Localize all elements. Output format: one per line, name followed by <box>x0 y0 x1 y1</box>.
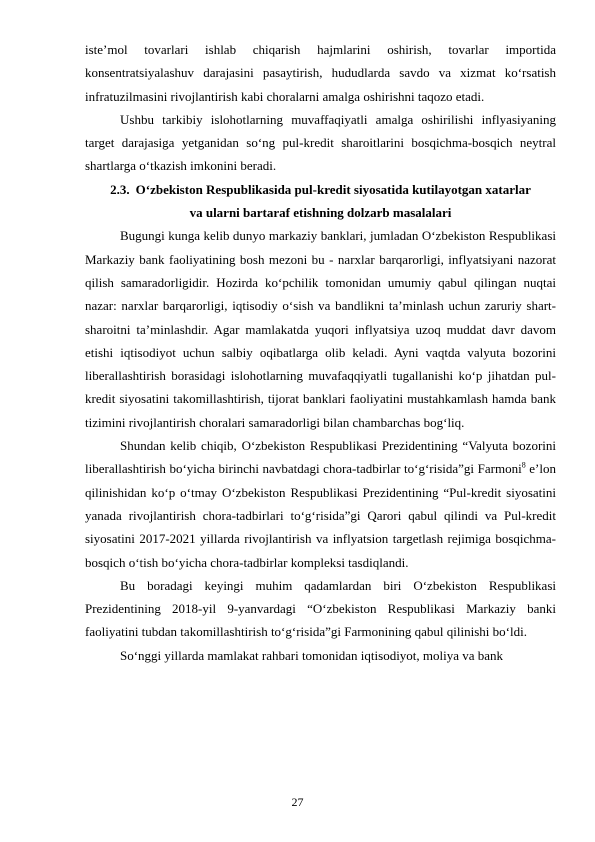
section-number: 2.3. <box>110 181 130 197</box>
document-page <box>85 38 556 667</box>
paragraph-decree-text-2: e’lon qilinishidan ko‘p o‘tmay O‘zbekiston Respublikasi Prezidentining “Pul-kredit siyosatini yanada rivojlantirish chora-tadbirlari to‘g‘risida”gi Qarori qabul qilindi va Pul-kredit siyosatini 2017-2021 yillarda rivojlantirish va inflyatsion targetlash rejimiga bosqichma-bosqich o‘tish bo‘yicha chora-tadbirlar kompleksi tasdiqlandi. <box>85 461 556 570</box>
paragraph-next-step: Bu boradagi keyingi muhim qadamlardan biri O‘zbekiston Respublikasi Prezidentining 2018-yil 9-yanvardagi “O‘zbekiston Respublikasi Markaziy banki faoliyatini tubdan takomillashtirish to‘g‘risida”gi Farmonining qabul qilinishi bo‘ldi. <box>85 577 556 640</box>
paragraph-reforms: Ushbu tarkibiy islohotlarning muvaffaqiyatli amalga oshirilishi inflyasiyaning target darajasiga yetganidan so‘ng pul-kredit sharoitlarini bosqichma-bosqich neytral shartlarga o‘tkazish imkonini beradi. <box>85 111 556 174</box>
page-number: 27 <box>291 795 304 809</box>
section-heading-line-1 <box>85 178 556 201</box>
section-title-line-1: O‘zbekiston Respublikasida pul-kredit siyosatida kutilayotgan xatarlar <box>135 181 531 197</box>
paragraph-decree-text-1: Shundan kelib chiqib, O‘zbekiston Respublikasi Prezidentining “Valyuta bozorini liberallashtirish bo‘yicha birinchi navbatdagi chora-tadbirlar to‘g‘risida”gi Farmoni <box>85 438 556 477</box>
paragraph-decree <box>85 434 556 574</box>
paragraph-central-banks: Bugungi kunga kelib dunyo markaziy banklari, jumladan O‘zbekiston Respublikasi Markaziy bank faoliyatining bosh mezoni bu - narxlar barqarorligi, inflyatsiyani nazorat qilish samaradorligidir. Hozirda ko‘pchilik tomonidan umumiy qabul qilingan nuqtai nazar: narxlar barqarorligi, iqtisodiy o‘sish va bandlikni ta’minlash uchun zaruriy shart-sharoitni ta’minlashdir. Agar mamlakatda yuqori inflyatsiya uzoq muddat davr davom etishi iqtisodiyot uchun salbiy oqibatlarga olib keladi. Ayni vaqtda valyuta bozorini liberallashtirish borasidagi islohotlarning muvafaqqiyatli tugallanishi ko‘p jihatdan pul-kredit siyosatini takomillashtirish, tijorat banklari faoliyatini mustahkamlash hamda bank tizimini rivojlantirish choralari samaradorligi bilan chambarchas bog‘liq. <box>85 228 556 430</box>
paragraph-continued: iste’mol tovarlari ishlab chiqarish hajmlarini oshirish, tovarlar importida konsentratsiyalashuv darajasini pasaytirish, hududlarda savdo va xizmat ko‘rsatish infratuzilmasini rivojlantirish kabi choralarni amalga oshirishni taqozo etadi. <box>85 42 556 104</box>
section-heading <box>85 178 556 225</box>
section-title-line-2: va ularni bartaraf etishning dolzarb masalalari <box>189 205 452 221</box>
paragraph-recent-years: So‘nggi yillarda mamlakat rahbari tomonidan iqtisodiyot, moliya va bank <box>120 647 504 663</box>
footnote-marker[interactable]: 8 <box>521 461 526 471</box>
